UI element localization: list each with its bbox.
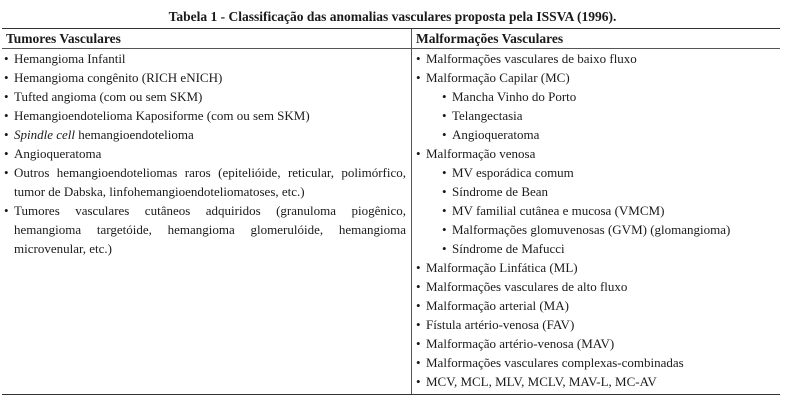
list-item: • Malformações vasculares de alto fluxo <box>416 279 628 294</box>
bullet: • <box>4 51 9 66</box>
bullet: • <box>416 374 421 389</box>
bullet: • <box>442 108 447 123</box>
bullet: • <box>416 298 421 313</box>
bullet: • <box>4 127 9 142</box>
column-divider <box>411 29 412 394</box>
list-item: • Malformação artério-venosa (MAV) <box>416 336 615 351</box>
bullet: • <box>4 165 9 180</box>
sub-list-item: • Malformações glomuvenosas (GVM) (glomangioma) <box>442 222 731 237</box>
bullet: • <box>4 89 9 104</box>
classification-table <box>2 28 780 395</box>
bullet: • <box>442 165 447 180</box>
list-item: • Malformação Capilar (MC) <box>416 70 570 85</box>
list-item: • Hemangioendotelioma Kaposiforme (com ou sem SKM) <box>4 108 310 123</box>
bullet: • <box>416 355 421 370</box>
bullet: • <box>4 203 9 218</box>
list-item: • Outros hemangioendoteliomas raros (epitelióide, reticular, polimórfico, tumor de Dabska, linfohemangioendoteliomatoses, etc.) <box>4 165 406 199</box>
list-item: • Tufted angioma (com ou sem SKM) <box>4 89 203 104</box>
bullet: • <box>416 146 421 161</box>
bullet: • <box>416 317 421 332</box>
list-item: • Malformações vasculares de baixo fluxo <box>416 51 637 66</box>
sub-list-item: • Síndrome de Bean <box>442 184 549 199</box>
left-column-list <box>4 49 406 258</box>
list-item: • Tumores vasculares cutâneos adquiridos (granuloma piogênico, hemangioma targetóide, hemangioma glomerulóide, hemangioma microvenular, etc.) <box>4 203 406 256</box>
bullet: • <box>4 108 9 123</box>
table-header-row <box>2 29 780 49</box>
sub-list-item: • Angioqueratoma <box>442 127 540 142</box>
bullet: • <box>4 146 9 161</box>
bullet: • <box>416 70 421 85</box>
bullet: • <box>442 127 447 142</box>
sub-list-item: • Síndrome de Mafucci <box>442 241 565 256</box>
list-item: • Malformação arterial (MA) <box>416 298 569 313</box>
bullet: • <box>416 51 421 66</box>
bullet: • <box>442 184 447 199</box>
list-item: • Hemangioma congênito (RICH eNICH) <box>4 70 223 85</box>
bullet: • <box>416 336 421 351</box>
bullet: • <box>442 241 447 256</box>
sub-list-item: • Telangectasia <box>442 108 523 123</box>
bullet: • <box>442 203 447 218</box>
sub-list-item: • MV esporádica comum <box>442 165 574 180</box>
header-tumores: Tumores Vasculares <box>6 31 121 46</box>
bullet: • <box>416 260 421 275</box>
sub-list-item: • Mancha Vinho do Porto <box>442 89 577 104</box>
right-column-list <box>416 49 776 391</box>
sub-list-item: • MV familial cutânea e mucosa (VMCM) <box>442 203 665 218</box>
bullet: • <box>442 222 447 237</box>
list-item: • MCV, MCL, MLV, MCLV, MAV-L, MC-AV <box>416 374 657 389</box>
list-item: • Spindle cell hemangioendotelioma <box>4 127 194 142</box>
list-item: • Malformação venosa <box>416 146 536 161</box>
bullet: • <box>442 89 447 104</box>
header-malformacoes: Malformações Vasculares <box>416 31 564 46</box>
table-caption: Tabela 1 - Classificação das anomalias vasculares proposta pela ISSVA (1996). <box>168 9 617 24</box>
bullet: • <box>416 279 421 294</box>
list-item: • Malformações vasculares complexas-combinadas <box>416 355 684 370</box>
list-item: • Fístula artério-venosa (FAV) <box>416 317 575 332</box>
list-item: • Angioqueratoma <box>4 146 102 161</box>
bullet: • <box>4 70 9 85</box>
list-item: • Malformação Linfática (ML) <box>416 260 578 275</box>
list-item: • Hemangioma Infantil <box>4 51 126 66</box>
